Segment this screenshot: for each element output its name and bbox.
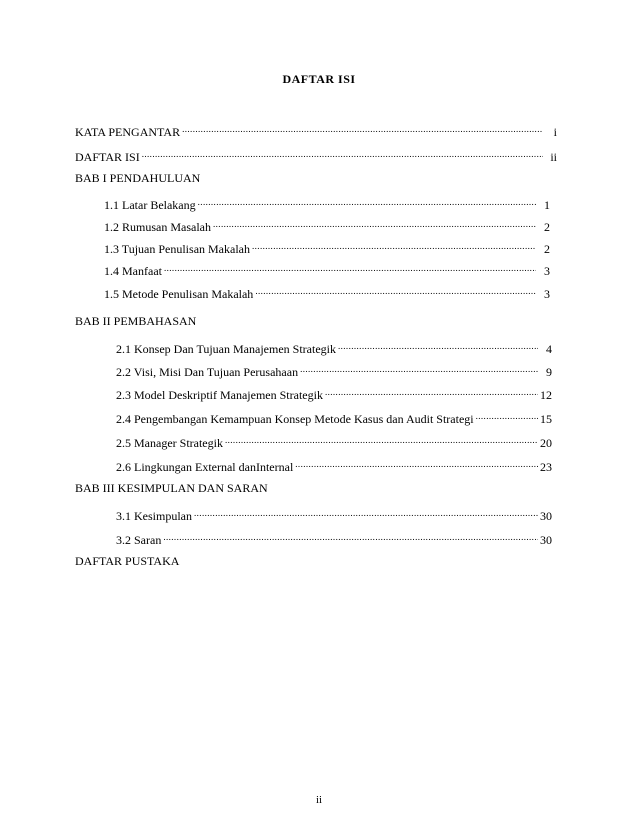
toc-entry-page: 1: [544, 198, 550, 212]
toc-entry-label: 2.1 Konsep Dan Tujuan Manajemen Strategik: [116, 342, 336, 356]
chapter-heading-bab1: BAB I PENDAHULUAN: [75, 171, 201, 185]
toc-entry-page: 3: [544, 264, 550, 278]
dot-leader: [300, 362, 538, 376]
toc-entry: [116, 457, 552, 474]
toc-entry: [116, 385, 552, 402]
toc-entry-label: 1.3 Tujuan Penulisan Makalah: [104, 242, 250, 256]
toc-entry-label: 1.2 Rumusan Masalah: [104, 220, 211, 234]
dot-leader: [142, 147, 543, 161]
toc-entry: [104, 217, 550, 234]
toc-entry-page: 3: [544, 287, 550, 301]
toc-entry-label: 2.6 Lingkungan External danInternal: [116, 460, 294, 474]
toc-entry-page: 30: [540, 509, 552, 523]
dot-leader: [198, 195, 536, 209]
toc-entry: [116, 506, 552, 523]
dot-leader: [325, 385, 538, 399]
toc-entry: [104, 284, 550, 301]
toc-entry-label: 3.1 Kesimpulan: [116, 509, 192, 523]
dot-leader: [213, 217, 536, 231]
toc-entry-kata-pengantar: [75, 122, 557, 139]
toc-entry-page: 2: [544, 242, 550, 256]
toc-entry: [116, 362, 552, 379]
toc-entry-page: 9: [546, 365, 552, 379]
dot-leader: [163, 530, 538, 544]
dot-leader: [295, 457, 538, 471]
toc-entry: [116, 409, 552, 426]
toc-entry-label: 1.1 Latar Belakang: [104, 198, 196, 212]
toc-entry: [104, 195, 550, 212]
toc-entry-page: 2: [544, 220, 550, 234]
toc-entry-label: KATA PENGANTAR: [75, 125, 181, 139]
toc-entry-label: 1.4 Manfaat: [104, 264, 162, 278]
toc-entry-page: i: [553, 125, 557, 139]
dot-leader: [182, 122, 543, 136]
toc-entry-label: DAFTAR ISI: [75, 150, 140, 164]
toc-entry-label: 2.3 Model Deskriptif Manajemen Strategik: [116, 388, 323, 402]
chapter-heading-bab3: BAB III KESIMPULAN DAN SARAN: [75, 481, 268, 495]
toc-entry-page: 12: [540, 388, 552, 402]
toc-entry-page: 23: [540, 460, 552, 474]
toc-entry-daftar-isi: [75, 147, 557, 164]
toc-entry-label: 2.2 Visi, Misi Dan Tujuan Perusahaan: [116, 365, 299, 379]
toc-entry-page: 30: [540, 533, 552, 547]
toc-entry: [116, 530, 552, 547]
toc-entry-page: 15: [540, 412, 552, 426]
dot-leader: [164, 261, 536, 275]
toc-entry-page: 4: [546, 342, 552, 356]
toc-entry-daftar-pustaka: DAFTAR PUSTAKA: [75, 554, 180, 568]
page-title: DAFTAR ISI: [282, 72, 356, 86]
page-number: ii: [315, 794, 323, 806]
toc-entry-page: ii: [550, 150, 557, 164]
dot-leader: [252, 239, 536, 253]
chapter-heading-bab2: BAB II PEMBAHASAN: [75, 314, 197, 328]
toc-entry-label: 1.5 Metode Penulisan Makalah: [104, 287, 254, 301]
toc-entry: [104, 239, 550, 256]
toc-entry: [104, 261, 550, 278]
dot-leader: [194, 506, 538, 520]
toc-entry-page: 20: [540, 436, 552, 450]
dot-leader: [338, 339, 538, 353]
dot-leader: [255, 284, 536, 298]
toc-entry-label: 2.4 Pengembangan Kemampuan Konsep Metode Kasus dan Audit Strategi: [116, 412, 474, 426]
toc-entry: [116, 433, 552, 450]
dot-leader: [476, 409, 538, 423]
toc-entry-label: 3.2 Saran: [116, 533, 162, 547]
toc-entry-label: 2.5 Manager Strategik: [116, 436, 223, 450]
toc-entry: [116, 339, 552, 356]
dot-leader: [225, 433, 538, 447]
